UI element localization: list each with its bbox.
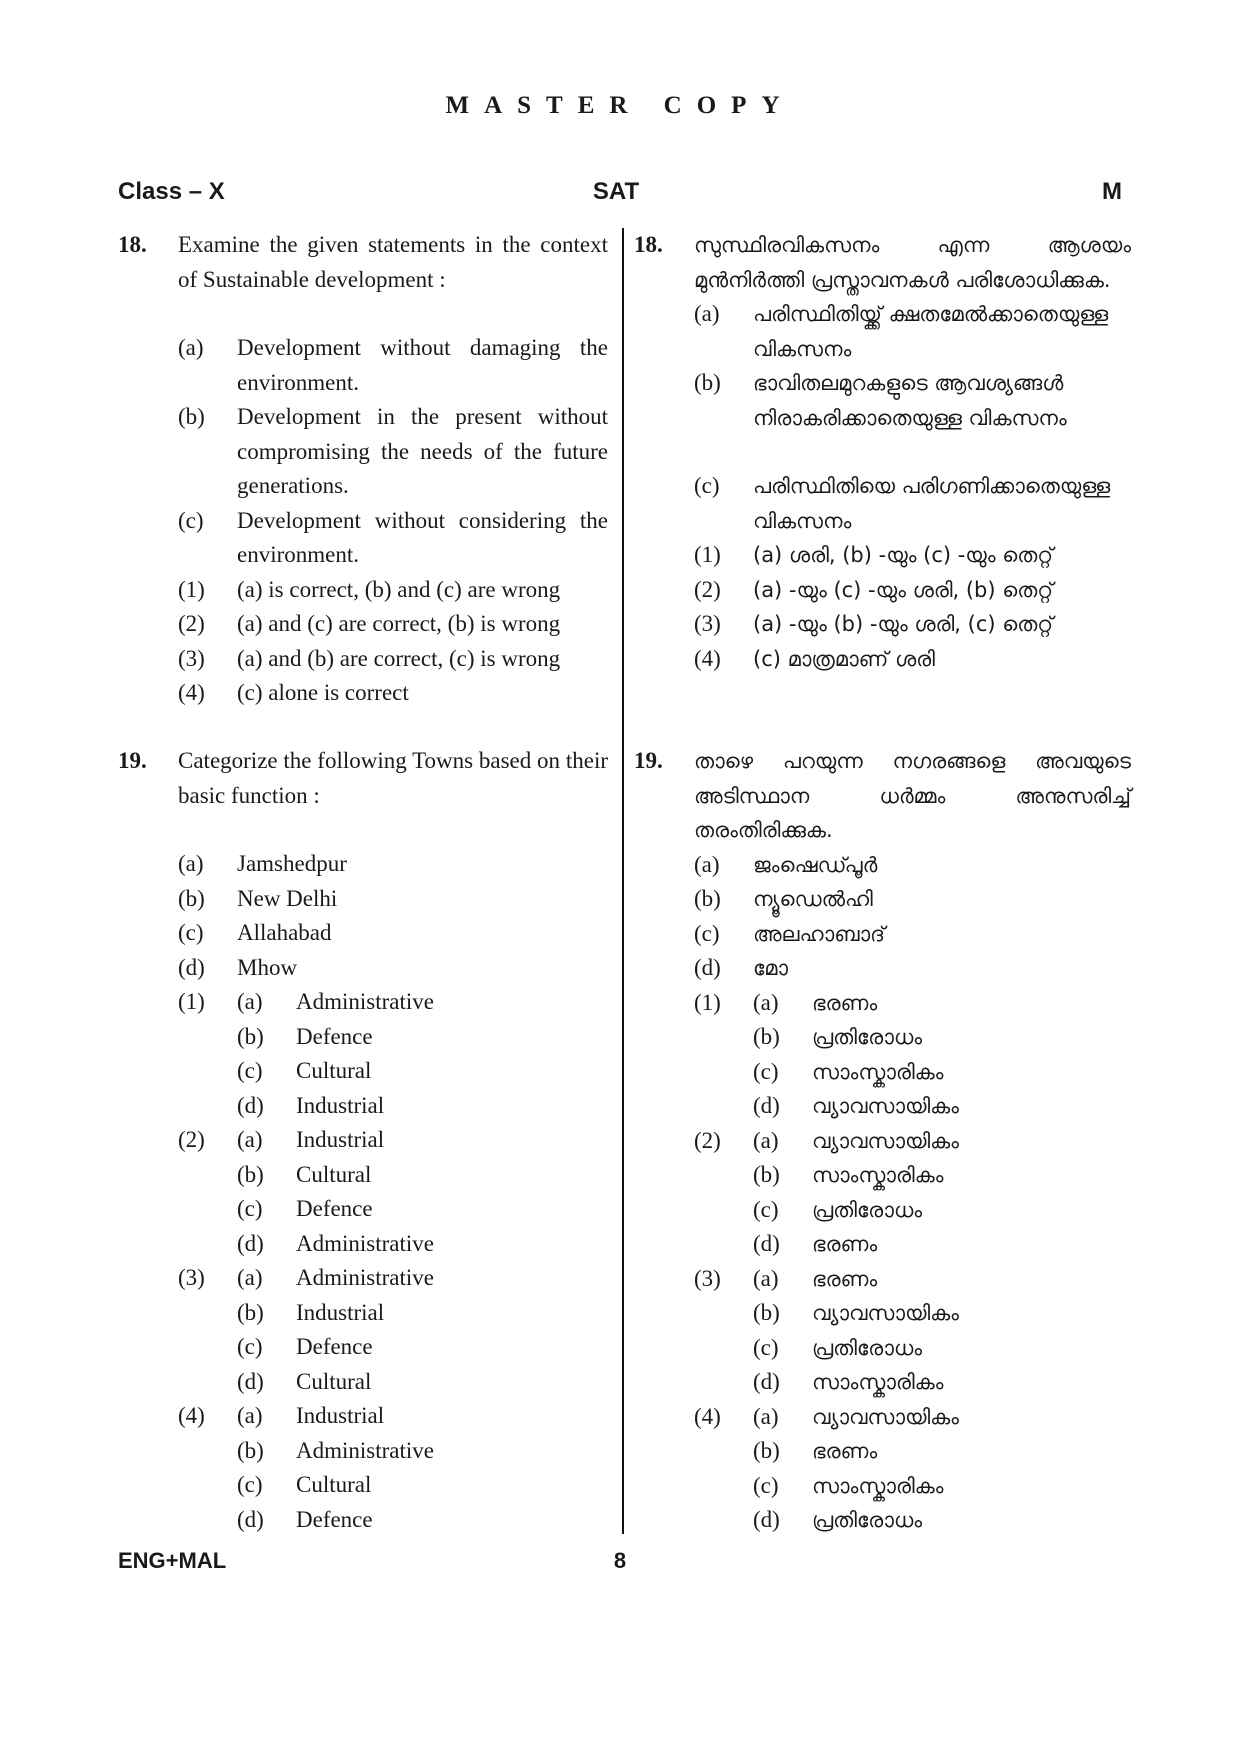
question-19-english: [118, 744, 608, 813]
column-divider: [622, 228, 624, 1534]
question-number: 18.: [634, 232, 663, 257]
page-number: 8: [613, 1548, 627, 1573]
question-stem: സുസ്ഥിരവികസനം എന്ന ആശയം മുൻനിർത്തി പ്രസ്താവനകൾ പരിശോധിക്കുക.: [694, 233, 1131, 292]
question-stem: താഴെ പറയുന്ന നഗരങ്ങളെ അവയുടെ അടിസ്ഥാന ധർമ്മം അനുസരിച്ച് തരംതിരിക്കുക.: [694, 749, 1131, 842]
answer-option-4: (4) (c) alone is correct: [178, 680, 409, 705]
town-a: (a) ജംഷെഡ്പൂർ: [694, 851, 878, 877]
answer-option-4: (4) (a) Industrial (b) Administrative (c) Cultural (d) Defence: [178, 1403, 434, 1532]
english-column-q19: [118, 744, 608, 1537]
answer-option-2: (2) (a) Industrial (b) Cultural (c) Defence (d) Administrative: [178, 1127, 434, 1256]
statement-a: (a) പരിസ്ഥിതിയ്ക്ക് ക്ഷതമേൽക്കാതെയുള്ള വികസനം: [694, 301, 1109, 361]
answer-option-3: (3) (a) ഭരണം (b) വ്യാവസായികം (c) പ്രതിരോധം (d) സാംസ്കാരികം: [694, 1265, 959, 1394]
master-copy-heading: MASTER COPY: [445, 92, 795, 119]
statement-c: (c) പരിസ്ഥിതിയെ പരിഗണിക്കാതെയുള്ള വികസനം: [694, 473, 1111, 533]
answer-option-3: (3) (a) Administrative (b) Industrial (c) Defence (d) Cultural: [178, 1265, 434, 1394]
town-a: (a) Jamshedpur: [178, 851, 347, 876]
town-b: (b) New Delhi: [178, 885, 338, 911]
answer-option-1: (1) (a) ഭരണം (b) പ്രതിരോധം (c) സാംസ്കാരികം (d) വ്യാവസായികം: [694, 989, 959, 1118]
town-list: [118, 847, 608, 1537]
town-d: (d) Mhow: [178, 954, 298, 980]
question-number: 19.: [118, 748, 147, 773]
answer-option-1: (1) (a) Administrative (b) Defence (c) Cultural (d) Industrial: [178, 989, 434, 1118]
statement-list: [118, 331, 608, 711]
question-19-malayalam: [634, 744, 1131, 848]
answer-option-1: (1) (a) is correct, (b) and (c) are wrong: [178, 576, 561, 602]
statement-list: [634, 297, 1131, 676]
answer-option-4: (4) (c) മാത്രമാണ് ശരി: [694, 645, 935, 671]
town-c: (c) അലഹാബാദ്: [694, 920, 885, 946]
town-b: (b) ന്യൂഡെൽഹി: [694, 886, 873, 911]
question-18-english: [118, 228, 608, 297]
answer-option-3: (3) (a) and (b) are correct, (c) is wrong: [178, 645, 561, 671]
answer-option-2: (2) (a) -യും (c) -യും ശരി, (b) തെറ്റ്: [694, 576, 1054, 602]
statement-c: (c) Development without considering the environment.: [178, 507, 608, 567]
statement-b: (b) Development in the present without compromising the needs of the future generations.: [178, 404, 608, 498]
town-list: [634, 848, 1131, 1538]
malayalam-column-q19: [634, 744, 1131, 1538]
exam-label: SAT: [592, 178, 640, 205]
english-column: [118, 228, 608, 711]
question-18-malayalam: [634, 228, 1131, 297]
malayalam-column: [634, 228, 1131, 676]
question-stem: Categorize the following Towns based on their basic function :: [178, 748, 608, 808]
class-label: Class – X: [118, 178, 225, 205]
medium-code: M: [1102, 178, 1122, 205]
statement-a: (a) Development without damaging the environment.: [178, 335, 608, 395]
answer-option-2: (2) (a) and (c) are correct, (b) is wrong: [178, 611, 561, 636]
town-d: (d) മോ: [694, 955, 789, 980]
answer-option-4: (4) (a) വ്യാവസായികം (b) ഭരണം (c) സാംസ്കാരികം (d) പ്രതിരോധം: [694, 1403, 959, 1532]
answer-option-1: (1) (a) ശരി, (b) -യും (c) -യും തെറ്റ്: [694, 542, 1054, 567]
question-stem: Examine the given statements in the context of Sustainable development :: [178, 232, 608, 292]
question-number: 18.: [118, 232, 147, 257]
statement-b: (b) ഭാവിതലമുറകളുടെ ആവശ്യങ്ങൾ നിരാകരിക്കാതെയുള്ള വികസനം: [694, 370, 1067, 430]
language-label: ENG+MAL: [118, 1548, 227, 1573]
town-c: (c) Allahabad: [178, 920, 332, 945]
question-number: 19.: [634, 748, 663, 773]
answer-option-3: (3) (a) -യും (b) -യും ശരി, (c) തെറ്റ്: [694, 611, 1054, 636]
answer-option-2: (2) (a) വ്യാവസായികം (b) സാംസ്കാരികം (c) പ്രതിരോധം (d) ഭരണം: [694, 1127, 959, 1256]
